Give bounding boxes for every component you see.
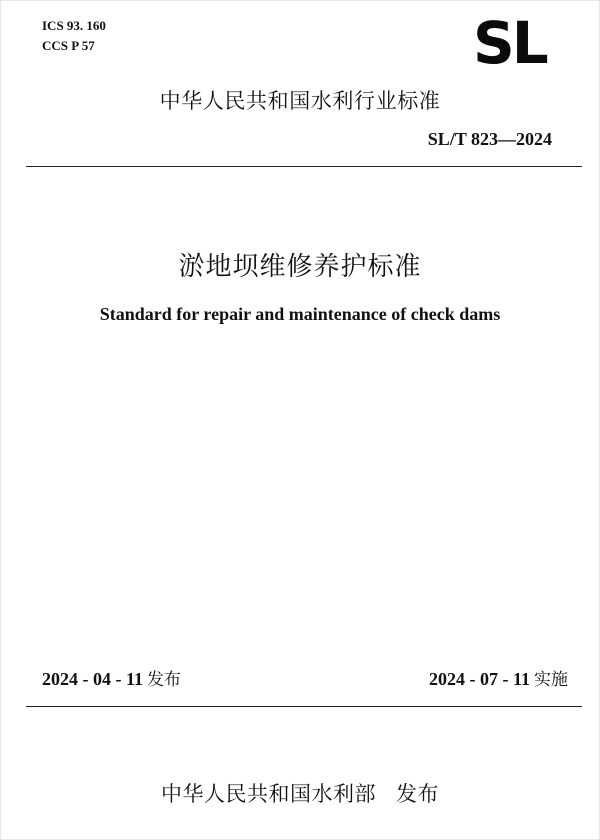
publisher-action: 发布	[396, 782, 439, 806]
document-title-english: Standard for repair and maintenance of check dams	[99, 304, 501, 324]
document-title-chinese: 淤地坝维修养护标准	[178, 252, 422, 282]
release-date: 2024 - 04 - 11	[42, 669, 143, 689]
bottom-divider	[26, 706, 582, 707]
ccs-code: CCS P 57	[42, 38, 95, 53]
implementation-date-block	[429, 667, 568, 692]
implementation-date: 2024 - 07 - 11	[429, 669, 530, 689]
industry-standard-heading: 中华人民共和国水利行业标准	[159, 89, 441, 113]
publisher-line	[0, 781, 600, 807]
publisher-name: 中华人民共和国水利部	[161, 782, 376, 806]
implementation-label: 实施	[534, 670, 568, 690]
sl-logo: SL	[473, 9, 546, 77]
release-label: 发布	[147, 670, 181, 690]
release-date-block	[42, 667, 181, 692]
classification-codes	[42, 16, 106, 56]
top-divider	[26, 166, 582, 167]
standard-number: SL/T 823—2024	[427, 129, 552, 149]
ics-code: ICS 93. 160	[42, 18, 106, 33]
